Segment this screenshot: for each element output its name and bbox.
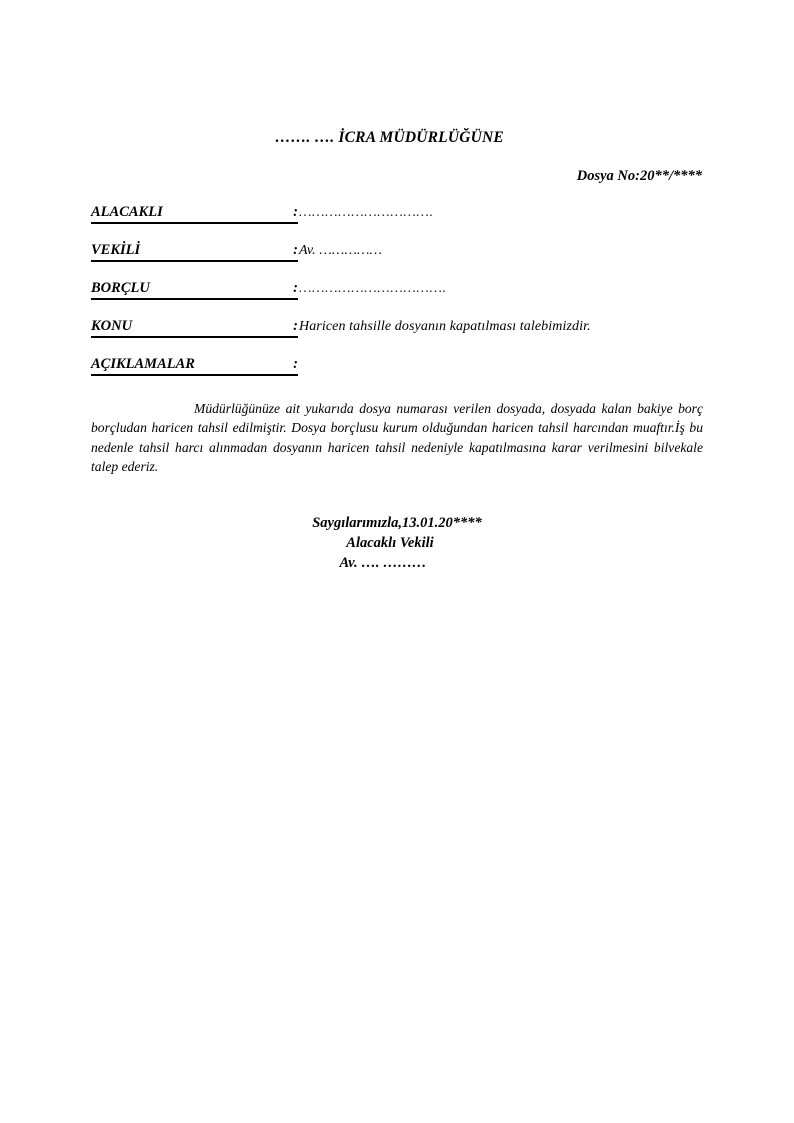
field-colon: : [293,356,298,372]
field-colon: : [293,204,298,220]
signature-block [0,513,794,573]
signature-closing: Saygılarımızla,13.01.20**** [312,515,482,531]
field-list [91,203,711,393]
field-colon: : [293,280,298,296]
field-value-vekili: Av. …………… [299,243,383,258]
field-row-konu [91,317,711,355]
field-row-vekili [91,241,711,279]
file-number: Dosya No:20**/**** [576,168,702,184]
signature-role: Alacaklı Vekili [346,535,434,551]
addressee-heading: ……. …. İCRA MÜDÜRLÜĞÜNE [275,129,504,146]
field-value-konu: Haricen tahsille dosyanın kapatılması talebimizdir. [299,319,591,334]
field-row-alacakli [91,203,711,241]
signature-name: Av. …. ……… [339,555,427,571]
field-label-konu: KONU : [91,318,298,338]
field-colon: : [293,318,298,334]
field-label-vekili: VEKİLİ : [91,242,298,262]
field-colon: : [293,242,298,258]
field-label-borclu: BORÇLU : [91,280,298,300]
field-label-aciklamalar: AÇIKLAMALAR : [91,356,298,376]
field-row-aciklamalar [91,355,711,393]
body-paragraph: Müdürlüğünüze ait yukarıda dosya numarası verilen dosyada, dosyada kalan bakiye borç borçludan haricen tahsil edilmiştir. Dosya borçlusu kurum olduğundan haricen tahsil harcından muaftır.İş bu nedenle tahsil harcı alınmadan dosyanın haricen tahsil nedeniyle kapatılmasına karar verilmesini bilvekale talep ederiz. [91,401,703,475]
field-label-alacakli: ALACAKLI : [91,204,298,224]
field-value-alacakli: …………………………. [299,205,434,220]
field-row-borclu [91,279,711,317]
field-value-borclu: ……………………………. [299,281,447,296]
